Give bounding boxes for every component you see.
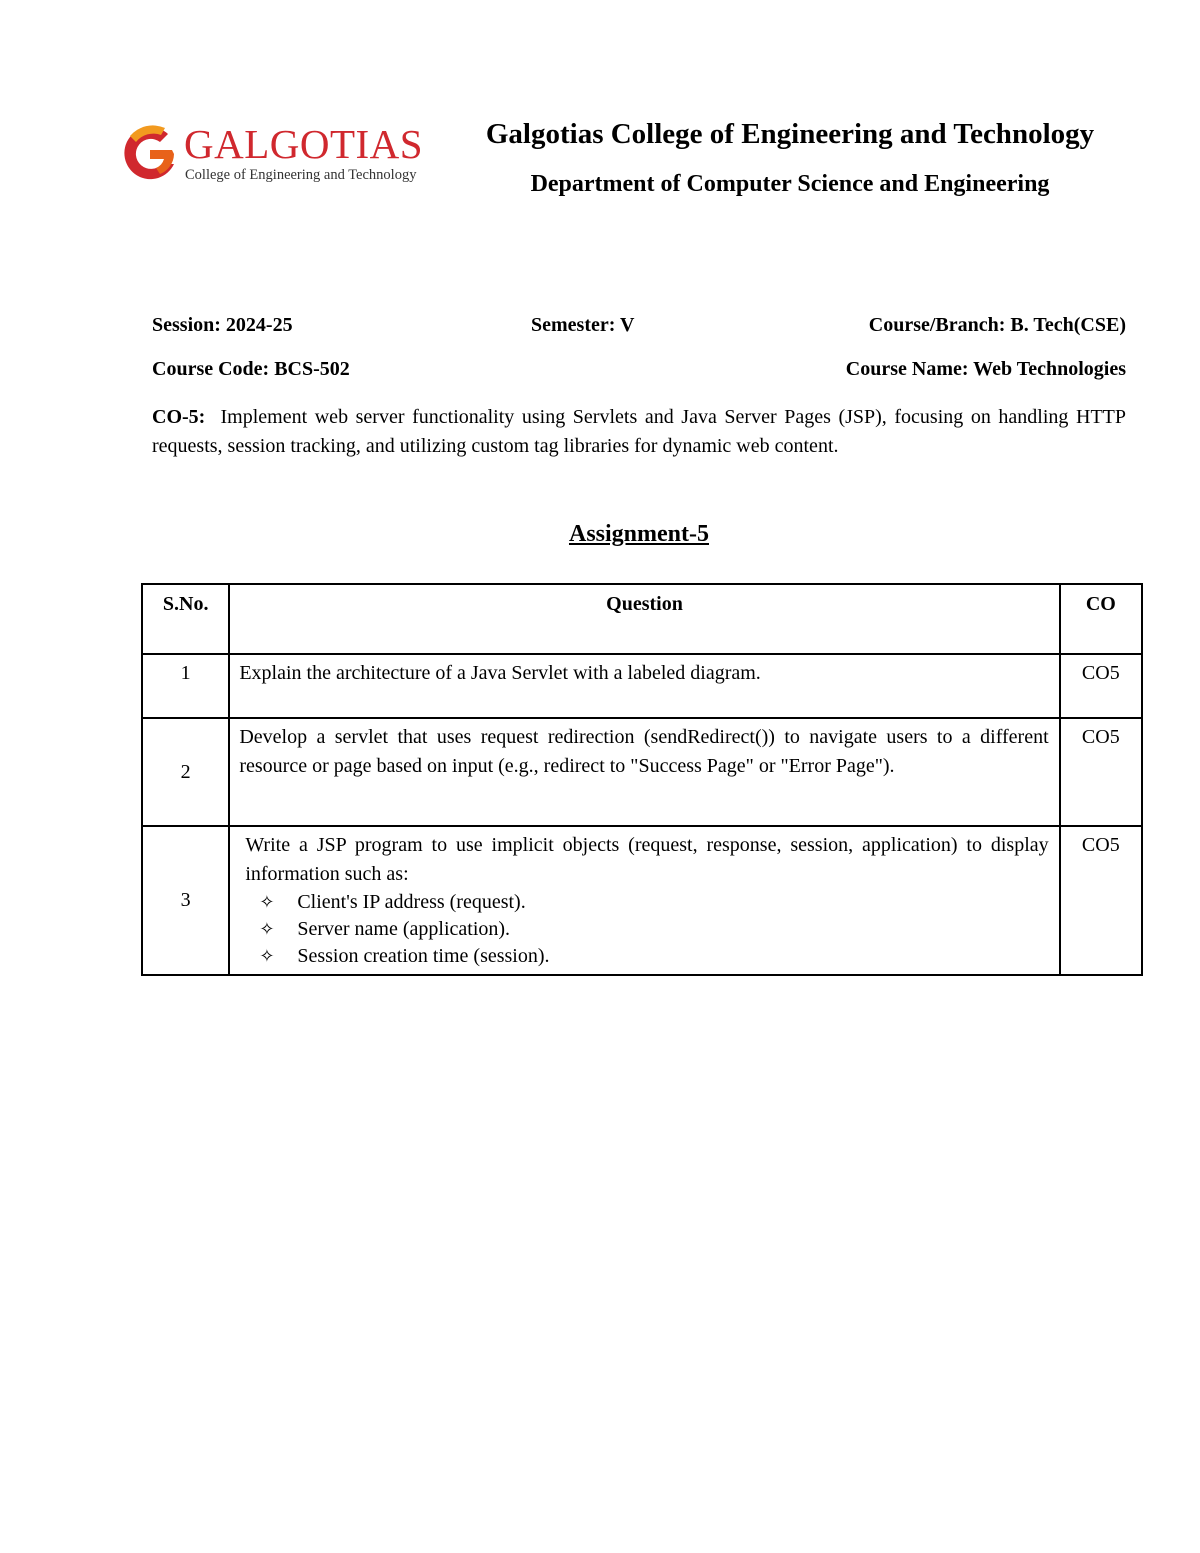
row-sno: 1 bbox=[142, 654, 229, 718]
table-row bbox=[142, 654, 1142, 718]
header-sno: S.No. bbox=[142, 584, 229, 654]
list-item-text: Server name (application). bbox=[297, 918, 511, 940]
course-name-label: Course Name: Web Technologies bbox=[845, 358, 1126, 380]
question-intro: Write a JSP program to use implicit objects (request, response, session, application) to display information such as: bbox=[245, 834, 1049, 885]
course-outcome-text: Implement web server functionality using Servlets and Java Server Pages (JSP), focusing on handling HTTP requests, session tracking, and utilizing custom tag libraries for dynamic web content. bbox=[152, 406, 1127, 457]
college-logo bbox=[116, 120, 422, 190]
course-code-label: Course Code: BCS-502 bbox=[152, 358, 350, 380]
branch-label: Course/Branch: B. Tech(CSE) bbox=[868, 314, 1126, 336]
row-sno: 3 bbox=[142, 826, 229, 975]
list-item-text: Session creation time (session). bbox=[297, 945, 550, 967]
header-question: Question bbox=[229, 584, 1059, 654]
list-item bbox=[259, 889, 1048, 916]
row-co: CO5 bbox=[1060, 826, 1142, 975]
bullet-list bbox=[239, 889, 1048, 970]
four-point-star-icon: ✧ bbox=[259, 919, 275, 940]
row-question bbox=[229, 826, 1059, 975]
assignment-title: Assignment-5 bbox=[568, 521, 709, 547]
list-item bbox=[259, 916, 1048, 943]
college-name: Galgotias College of Engineering and Technology bbox=[485, 118, 1095, 150]
row-sno: 2 bbox=[142, 718, 229, 826]
course-outcome bbox=[152, 403, 1126, 461]
row-co: CO5 bbox=[1060, 718, 1142, 826]
list-item-text: Client's IP address (request). bbox=[297, 891, 526, 913]
semester-label: Semester: V bbox=[531, 314, 635, 336]
course-outcome-label: CO-5: bbox=[152, 406, 206, 428]
four-point-star-icon: ✧ bbox=[259, 946, 275, 967]
questions-table bbox=[141, 583, 1143, 976]
four-point-star-icon: ✧ bbox=[259, 892, 275, 913]
department-name: Department of Computer Science and Engineering bbox=[530, 171, 1050, 197]
header-co: CO bbox=[1060, 584, 1142, 654]
galgotias-logo-icon bbox=[116, 120, 182, 190]
table-header-row bbox=[142, 584, 1142, 654]
row-question: Develop a servlet that uses request redirection (sendRedirect()) to navigate users to a different resource or page based on input (e.g., redirect to "Success Page" or "Error Page"). bbox=[229, 718, 1059, 826]
table-row bbox=[142, 826, 1142, 975]
row-question: Explain the architecture of a Java Servlet with a labeled diagram. bbox=[229, 654, 1059, 718]
logo-subtitle: College of Engineering and Technology bbox=[185, 167, 417, 183]
logo-wordmark: GALGOTIAS bbox=[184, 121, 424, 167]
row-co: CO5 bbox=[1060, 654, 1142, 718]
list-item bbox=[259, 943, 1048, 970]
session-label: Session: 2024-25 bbox=[152, 314, 293, 336]
table-row bbox=[142, 718, 1142, 826]
